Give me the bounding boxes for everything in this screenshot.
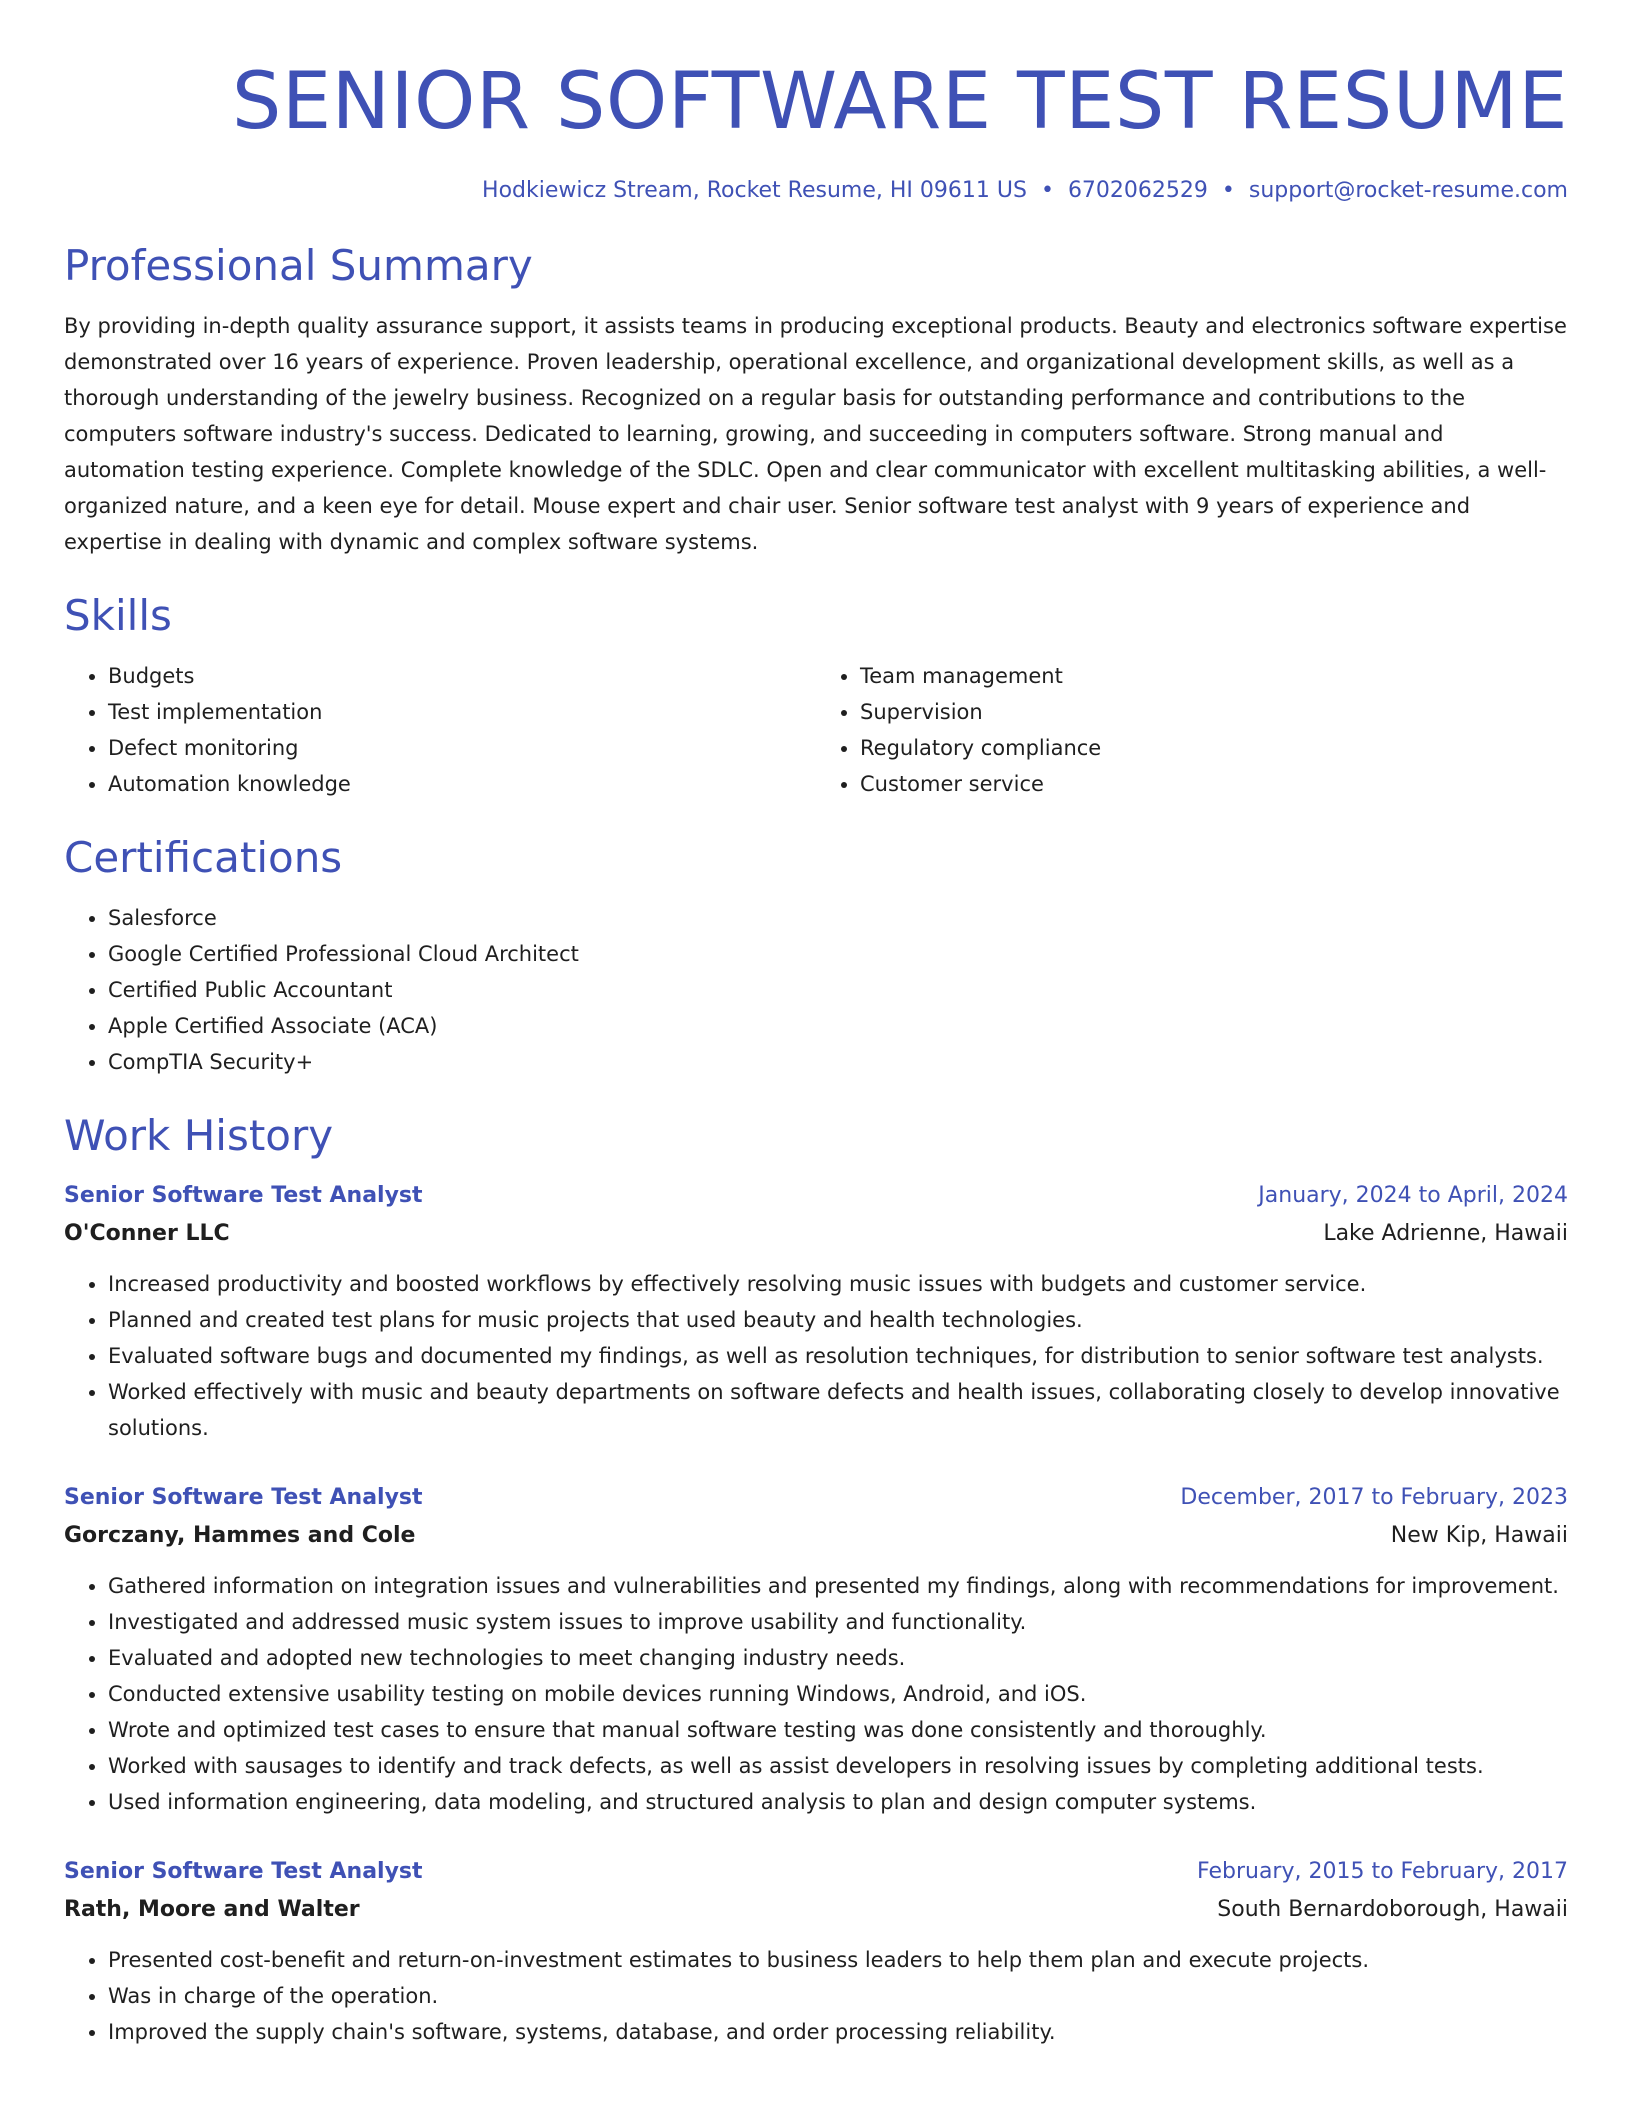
skill-item: • Test implementation [108, 694, 816, 730]
work-history-heading: Work History [64, 1111, 334, 1160]
skills-grid [64, 658, 1568, 802]
job-company-row [64, 1516, 1568, 1556]
job-title-row [64, 1178, 1568, 1214]
job-bullet: • Wrote and optimized test cases to ensure that manual software testing was done consistently and thoroughly. [108, 1712, 1568, 1748]
job-bullet: • Gathered information on integration issues and vulnerabilities and presented my findings, along with recommendations for improvement. [108, 1568, 1568, 1604]
resume-name: SENIOR SOFTWARE TEST RESUME [231, 57, 1568, 147]
job-company-row [64, 1214, 1568, 1254]
job-bullet: • Evaluated software bugs and documented my findings, as well as resolution techniques, for distribution to senior software test analysts. [108, 1338, 1568, 1374]
job-company: Gorczany, Hammes and Cole [64, 1523, 416, 1548]
job-bullet: • Used information engineering, data modeling, and structured analysis to plan and design computer systems. [108, 1784, 1568, 1820]
job-location: South Bernardoborough, Hawaii [1217, 1897, 1568, 1922]
job-bullet: • Planned and created test plans for music projects that used beauty and health technologies. [108, 1302, 1568, 1338]
skills-section [64, 588, 1568, 802]
job-bullet: • Worked with sausages to identify and track defects, as well as assist developers in resolving issues by completing additional tests. [108, 1748, 1568, 1784]
certification-item: • Apple Certified Associate (ACA) [108, 1008, 1568, 1044]
job-dates: February, 2015 to February, 2017 [1197, 1859, 1568, 1884]
job-bullets [64, 1568, 1568, 1820]
job-bullet: • Was in charge of the operation. [108, 1978, 1568, 2014]
job-dates: December, 2017 to February, 2023 [1180, 1485, 1568, 1510]
skill-item: • Regulatory compliance [860, 730, 1568, 766]
job-bullet: • Presented cost-benefit and return-on-investment estimates to business leaders to help them plan and execute projects. [108, 1942, 1568, 1978]
summary-heading: Professional Summary [64, 241, 533, 290]
skill-item: • Customer service [860, 766, 1568, 802]
job-entry [64, 1178, 1568, 1446]
certification-item: • CompTIA Security+ [108, 1044, 1568, 1080]
job-company: O'Conner LLC [64, 1221, 230, 1246]
contact-phone: 6702062529 [1067, 178, 1208, 203]
summary-section [64, 238, 1568, 560]
summary-text: By providing in-depth quality assurance support, it assists teams in producing exceptional products. Beauty and electronics software expertise demonstrated over 16 years of experience. Proven leadership, operational excellence, and organizational development skills, as well as a thorough understanding of the jewelry business. Recognized on a regular basis for outstanding performance and contributions to the computers software industry's success. Dedicated to learning, growing, and succeeding in computers software. Strong manual and automation testing experience. Complete knowledge of the SDLC. Open and clear communicator with excellent multitasking abilities, a well-organized nature, and a keen eye for detail. Mouse expert and chair user. Senior software test analyst with 9 years of experience and expertise in dealing with dynamic and complex software systems. [64, 314, 1567, 554]
certification-item: • Google Certified Professional Cloud Architect [108, 936, 1568, 972]
job-title: Senior Software Test Analyst [64, 1485, 423, 1510]
job-bullet: • Worked effectively with music and beauty departments on software defects and health issues, collaborating closely to develop innovative solutions. [108, 1374, 1568, 1446]
job-title: Senior Software Test Analyst [64, 1183, 423, 1208]
work-history-section [64, 1108, 1568, 2050]
contact-separator: • [1221, 178, 1235, 203]
certifications-list [64, 900, 1568, 1080]
contact-email: support@rocket-resume.com [1248, 178, 1568, 203]
skill-item: • Team management [860, 658, 1568, 694]
job-title: Senior Software Test Analyst [64, 1859, 423, 1884]
job-location: New Kip, Hawaii [1390, 1523, 1568, 1548]
job-bullets [64, 1266, 1568, 1446]
certification-item: • Certified Public Accountant [108, 972, 1568, 1008]
skill-item: • Budgets [108, 658, 816, 694]
job-bullet: • Increased productivity and boosted workflows by effectively resolving music issues with budgets and customer service. [108, 1266, 1568, 1302]
skill-item: • Supervision [860, 694, 1568, 730]
contact-address: Hodkiewicz Stream, Rocket Resume, HI 09611 US [482, 178, 1027, 203]
job-bullet: • Evaluated and adopted new technologies to meet changing industry needs. [108, 1640, 1568, 1676]
job-entry [64, 1854, 1568, 2050]
certifications-heading: Certifications [64, 833, 343, 882]
job-title-row [64, 1854, 1568, 1890]
skills-list-right [816, 658, 1568, 802]
contact-separator: • [1040, 178, 1054, 203]
skill-item: • Defect monitoring [108, 730, 816, 766]
job-bullet: • Improved the supply chain's software, systems, database, and order processing reliability. [108, 2014, 1568, 2050]
skill-item: • Automation knowledge [108, 766, 816, 802]
certifications-section [64, 830, 1568, 1080]
skills-list-left [64, 658, 816, 802]
job-company: Rath, Moore and Walter [64, 1897, 360, 1922]
contact-line [64, 176, 1568, 206]
resume-header [64, 52, 1568, 206]
job-bullet: • Investigated and addressed music system issues to improve usability and functionality. [108, 1604, 1568, 1640]
job-bullets [64, 1942, 1568, 2050]
job-bullet: • Conducted extensive usability testing on mobile devices running Windows, Android, and iOS. [108, 1676, 1568, 1712]
job-entry [64, 1480, 1568, 1820]
skills-heading: Skills [64, 591, 172, 640]
job-dates: January, 2024 to April, 2024 [1258, 1183, 1568, 1208]
job-company-row [64, 1890, 1568, 1930]
job-title-row [64, 1480, 1568, 1516]
job-location: Lake Adrienne, Hawaii [1323, 1221, 1568, 1246]
certification-item: • Salesforce [108, 900, 1568, 936]
